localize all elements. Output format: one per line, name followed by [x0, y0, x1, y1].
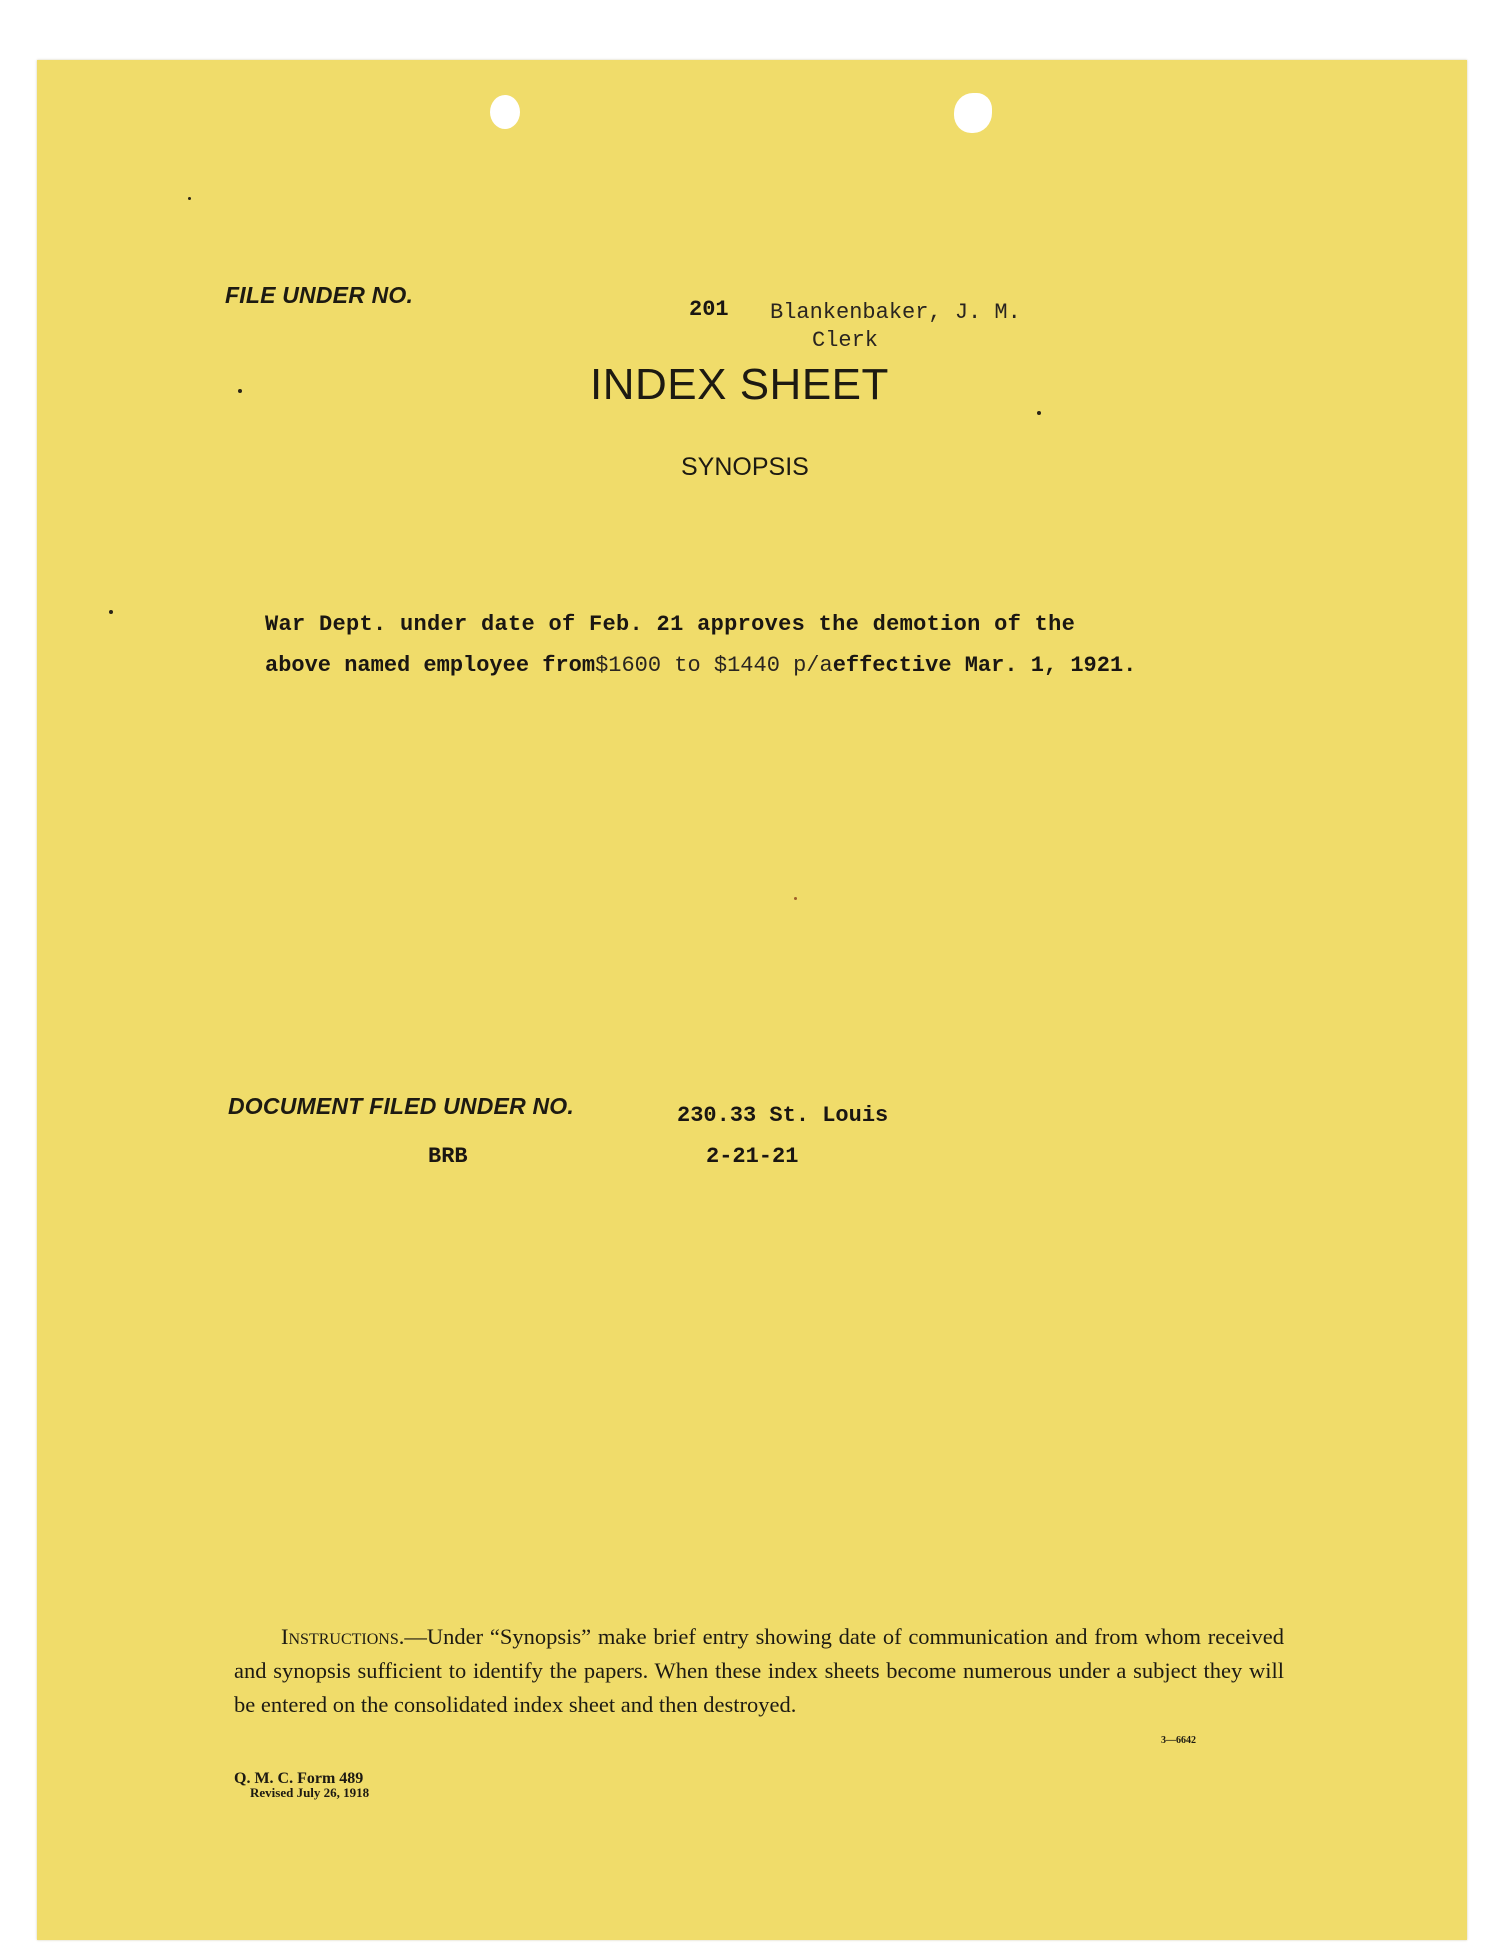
instructions-text: —Under “Synopsis” make brief entry showing date of communication and from whom received and synopsis sufficient to identify the papers. When these index sheets become numerous under a subject they will be entered on the consolidated index sheet and then destroyed. — [234, 1624, 1284, 1717]
print-code: 3—6642 — [1161, 1735, 1196, 1746]
paper-speck — [794, 897, 797, 900]
synopsis-heading: SYNOPSIS — [681, 453, 809, 481]
synopsis-effective-date: effective Mar. 1, 1921. — [832, 653, 1137, 678]
form-revised-date: Revised July 26, 1918 — [250, 1785, 370, 1800]
punch-hole-left — [490, 95, 520, 129]
page-title: INDEX SHEET — [590, 360, 889, 409]
punch-hole-right — [954, 93, 992, 133]
paper-speck — [1037, 411, 1041, 415]
file-number: 201 — [689, 297, 729, 322]
form-number: Q. M. C. Form 489 — [234, 1770, 364, 1787]
document-filed-date: 2-21-21 — [706, 1144, 799, 1169]
synopsis-line-2-part-a: above named employee from — [265, 653, 596, 678]
employee-position: Clerk — [812, 328, 879, 353]
paper-speck — [238, 389, 242, 393]
paper-speck — [109, 610, 113, 614]
synopsis-line-2 — [265, 653, 1136, 678]
instructions-paragraph — [234, 1620, 1284, 1722]
synopsis-line-1: War Dept. under date of Feb. 21 approves the demotion of the — [265, 612, 1076, 637]
index-sheet-paper — [37, 60, 1467, 1940]
document-filed-initials: BRB — [428, 1144, 468, 1169]
document-filed-label: DOCUMENT FILED UNDER NO. — [228, 1093, 574, 1119]
document-filed-number: 230.33 St. Louis — [677, 1103, 889, 1128]
instructions-lead: Instructions. — [281, 1624, 405, 1649]
file-under-label: FILE UNDER NO. — [225, 282, 414, 308]
synopsis-salary-change: $1600 to $1440 p/a — [595, 653, 833, 678]
employee-name: Blankenbaker, J. M. — [770, 300, 1021, 325]
paper-speck — [188, 197, 191, 200]
